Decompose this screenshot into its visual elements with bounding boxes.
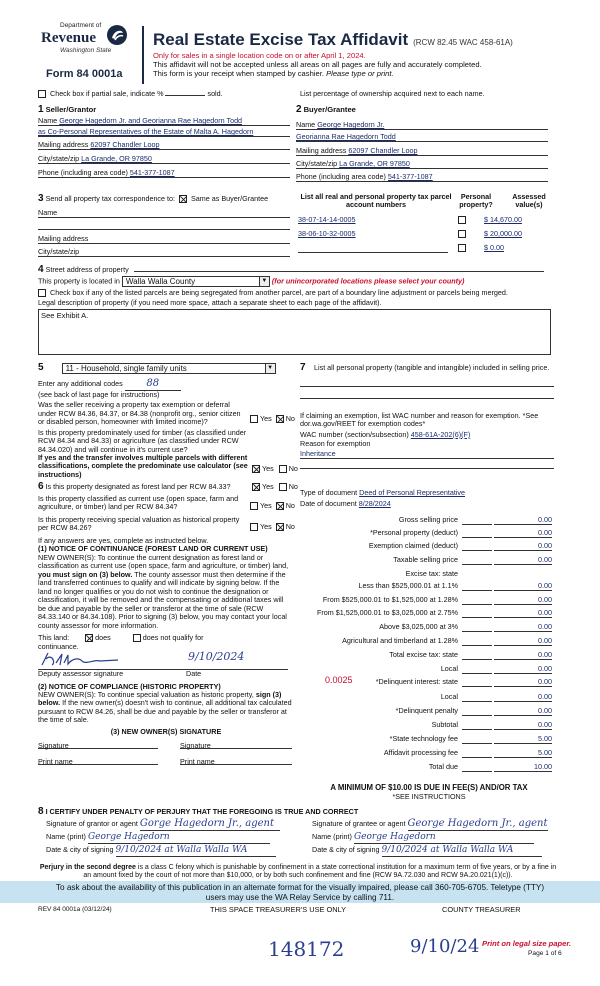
personal-property-label: List all personal property (tangible and intangible) included in selling price.: [314, 363, 550, 372]
compliance-notice-c: If the new owner(s) doesn't wish to continue, all additional tax calculated pursuant to RCW 84.26, shall be due and payable by the seller or transferor at the time of sale.: [38, 698, 292, 725]
segregated-label: Check box if any of the listed parcels are being segregated from another parcel, are part of a boundary line adjustment or parcels being merged.: [50, 288, 508, 297]
wac-field[interactable]: 458-61A-202(6)(F): [410, 429, 471, 439]
reason-field-2[interactable]: [300, 459, 554, 469]
partial-sale-row: [38, 90, 296, 98]
calc-row: [300, 516, 558, 528]
calc-leader: [462, 686, 492, 687]
calc-label: Subtotal: [431, 720, 458, 729]
yes-label: Yes: [260, 414, 272, 424]
tax-calculation: [300, 516, 558, 786]
buyer-city-label: City/state/zip: [296, 159, 338, 168]
notice-line-3: [153, 70, 394, 79]
section3: [38, 193, 290, 263]
signature-label: Signature: [180, 741, 211, 751]
seller-mail[interactable]: 62097 Chandler Loop: [90, 140, 160, 149]
section7-num: 7: [300, 362, 306, 373]
calc-label: Total excise tax: state: [389, 650, 458, 659]
legal-size-note: Print on legal size paper.: [482, 939, 572, 948]
calc-row: [300, 749, 558, 761]
seller-phone[interactable]: 541-377-1087: [129, 168, 175, 177]
historic-no-checkbox[interactable]: [276, 523, 284, 531]
title-text: Real Estate Excise Tax Affidavit: [153, 30, 409, 49]
buyer-phone[interactable]: 541-377-1087: [387, 172, 433, 181]
dor-logo: [38, 22, 130, 72]
chevron-down-icon: ▼: [259, 277, 269, 286]
calc-leader: [462, 729, 492, 730]
chevron-down-icon: ▼: [265, 364, 275, 373]
calc-row: [300, 582, 558, 594]
yes-label: Yes: [262, 463, 274, 473]
continuance-notice-b: you must sign on (3) below.: [38, 569, 133, 579]
reason-field[interactable]: Inheritance: [300, 450, 554, 459]
parcel-row: [296, 216, 558, 227]
land-use-code-select[interactable]: [62, 363, 276, 374]
compliance-notice-title: (2) NOTICE OF COMPLIANCE (HISTORIC PROPERTY): [38, 681, 221, 691]
parcel-col-header-1: List all real and personal property tax parcel account numbers: [300, 192, 452, 210]
calc-row: [300, 651, 558, 663]
section4: [38, 264, 558, 355]
grantor-date-label: Date & city of signing: [46, 845, 114, 854]
section7: [300, 362, 558, 458]
assessed-value[interactable]: $ 20,000.00: [484, 229, 522, 238]
seller-name-2[interactable]: as Co-Personal Representatives of the Estate of Malta A. Hagedorn: [38, 127, 254, 136]
dept-of-text: Department of: [60, 22, 102, 29]
compliance-notice-a: NEW OWNER(S): To continue special valuation as historic property,: [38, 690, 254, 699]
calc-row: [300, 637, 558, 649]
does-not-qualify-checkbox[interactable]: [133, 634, 141, 642]
calc-value[interactable]: 0.00: [494, 651, 552, 660]
perjury-body: is a class C felony which is punishable by confinement in a state correctional institution for a maximum term of five years, or by a fine in an amount fixed by the court of not more than $10,000, or by both such confinement and fine (RCW 9A.72.030 and RCW 9A.20.021(1)(c)).: [83, 864, 557, 880]
street-address-field[interactable]: [134, 271, 544, 272]
calc-leader: [462, 590, 492, 591]
dor-swirl-icon: [106, 24, 128, 46]
buyer-name-1[interactable]: George Hagedorn Jr.: [317, 120, 385, 129]
form-number: Form 84 0001a: [46, 68, 123, 80]
no-label: No: [285, 521, 295, 531]
page-number: Page 1 of 6: [528, 950, 562, 957]
timber-question-note: If yes and the transfer involves multiple parcels with different classifications, complete the predominate use calculator (see instructions): [38, 452, 248, 479]
seller-name-label: Name: [38, 116, 58, 125]
section8: [38, 806, 558, 864]
grantee-signature[interactable]: George Hagedorn Jr., agent: [407, 818, 548, 829]
wac-label: WAC number (section/subsection): [300, 429, 409, 439]
calc-label: Total due: [428, 762, 458, 771]
revenue-wordmark: Revenue: [41, 30, 96, 46]
print-name-label: Print name: [38, 757, 73, 767]
section3-city-label: City/state/zip: [38, 247, 80, 256]
calc-label: Less than $525,000.01 at 1.1%: [358, 581, 458, 590]
notice-line-3b: Please type or print.: [326, 69, 394, 78]
parcel-col-header-3: Assessed value(s): [512, 192, 546, 210]
treasurer-use-label: THIS SPACE TREASURER'S USE ONLY: [210, 905, 347, 914]
calc-value[interactable]: 0.00: [494, 623, 552, 632]
alt-format-band: [0, 881, 600, 903]
continuance-notice-body: [38, 554, 292, 630]
continuance-notice-title: (1) NOTICE OF CONTINUANCE (FOREST LAND OR CURRENT USE): [38, 544, 268, 554]
calc-value[interactable]: 0.00: [494, 556, 552, 565]
calc-row: [300, 529, 558, 541]
partial-sale-checkbox[interactable]: [38, 90, 46, 98]
section6-num: 6: [38, 481, 44, 492]
deputy-assessor-signature[interactable]: [38, 651, 138, 669]
notice-line-1: Only for sales in a single location code on or after April 1, 2024.: [153, 51, 366, 60]
section5-num: 5: [38, 362, 44, 373]
located-in-label: This property is located in: [38, 276, 120, 286]
seller-name-1[interactable]: George Hagedorn Jr. and Georianna Rae Hagedorn Todd: [59, 116, 243, 125]
section6: [38, 481, 298, 772]
exemption-yes-checkbox[interactable]: [250, 415, 258, 423]
calc-row: [300, 609, 558, 621]
grantee-date-label: Date & city of signing: [312, 845, 380, 854]
seller-city-label: City/state/zip: [38, 154, 80, 163]
no-label: No: [285, 414, 295, 424]
personal-property-field-1[interactable]: [300, 386, 554, 387]
parcel-table: [296, 193, 558, 265]
calc-leader: [462, 645, 492, 646]
calc-row: [300, 596, 558, 608]
compliance-notice-b: sign (3) below.: [38, 690, 282, 708]
calc-label: Gross selling price: [398, 515, 458, 524]
continuance-label: continuance.: [38, 641, 79, 651]
seller-city[interactable]: La Grande, OR 97850: [81, 154, 152, 163]
calc-leader: [462, 537, 492, 538]
timber-question: Is this property predominately used for timber (as classified under RCW 84.34 and 84.33) or agriculture (as classified under RCW 84.34.020) and will continue in it's current use?: [38, 427, 247, 454]
compliance-notice-body: [38, 691, 292, 725]
yes-label: Yes: [260, 500, 272, 510]
buyer-section: [296, 100, 548, 190]
grantee-name-print[interactable]: George Hagedorn: [354, 832, 534, 844]
calc-label: *Personal property (deduct): [370, 528, 458, 537]
calc-label: Taxable selling price: [393, 555, 458, 564]
partial-sale-label: Check box if partial sale, indicate %: [50, 89, 164, 98]
doc-date-label: Date of document: [300, 499, 357, 509]
calc-leader: [462, 659, 492, 660]
forest-land-question: Is this property designated as forest land per RCW 84.33?: [45, 482, 231, 491]
calc-label: *State technology fee: [389, 734, 458, 743]
calc-value[interactable]: 0.00: [494, 721, 552, 730]
see-back-note: (see back of last page for instructions): [38, 389, 160, 399]
timber-yes-checkbox[interactable]: [252, 465, 260, 473]
section8-num: 8: [38, 806, 44, 817]
calc-label: Excise tax: state: [405, 569, 458, 578]
does-not-label: does not qualify for: [142, 633, 204, 643]
calc-value[interactable]: 0.00: [494, 707, 552, 716]
seller-phone-label: Phone (including area code): [38, 168, 128, 177]
current-use-question: Is this property classified as current use (open space, farm and agriculture, or timber) land per RCW 84.34?: [38, 493, 239, 512]
calc-leader: [462, 524, 492, 525]
historic-question: Is this property receiving special valuation as historical property per RCW 84.26?: [38, 514, 240, 533]
section3-name-label: Name: [38, 208, 58, 217]
continuance-notice-c: The county assessor must then determine if the land transferred continues to qualify and will indicate by signing below. If the land no longer qualifies or you do not wish to continue the designation or classification, it will be removed and the compensating or additional taxes will be due and payable by the seller or transferor at the time of sale (RCW 84.33.140 or 84.34.108). Prior to signing (3) below, you may contact your local county assessor for more information.: [38, 569, 287, 630]
calc-leader: [462, 604, 492, 605]
historic-yes-checkbox[interactable]: [250, 523, 258, 531]
parcel-row: [296, 244, 558, 255]
county-treasurer-label: COUNTY TREASURER: [442, 905, 521, 914]
calc-value[interactable]: 0.00: [494, 693, 552, 702]
section4-num: 4: [38, 264, 44, 275]
deputy-signature-date[interactable]: 9/10/2024: [188, 650, 245, 664]
calc-leader: [462, 564, 492, 565]
calc-row: [300, 556, 558, 568]
buyer-num: 2: [296, 104, 302, 115]
perjury-title: Perjury in the second degree: [39, 864, 136, 871]
calc-leader: [462, 550, 492, 551]
personal-property-checkbox[interactable]: [458, 216, 466, 224]
calc-row: [300, 542, 558, 554]
county-select[interactable]: [122, 276, 270, 287]
personal-property-checkbox[interactable]: [458, 230, 466, 238]
grantor-sig-label: Signature of grantor or agent: [46, 819, 138, 828]
calc-leader: [462, 701, 492, 702]
receipt-number: 148172: [268, 937, 345, 961]
assessed-value[interactable]: $ 0.00: [484, 243, 504, 252]
notice-line-3a: This form is your receipt when stamped by cashier.: [153, 69, 324, 78]
calc-value[interactable]: 0.00: [494, 678, 552, 687]
legal-description-field[interactable]: [38, 309, 551, 355]
parcel-col-header-2: Personal property?: [459, 192, 493, 210]
land-use-code-value: 11 - Household, single family units: [65, 363, 187, 373]
partial-sale-pct-field[interactable]: [165, 95, 205, 96]
deputy-date-label: Date: [186, 669, 202, 679]
rcw-text: (RCW 82.45 WAC 458-61A): [413, 38, 513, 47]
calc-leader: [462, 715, 492, 716]
notice-line-2: This affidavit will not be accepted unless all areas on all pages are fully and accurately completed.: [153, 60, 482, 69]
does-qualify-checkbox[interactable]: [85, 634, 93, 642]
exemption-question: Was the seller receiving a property tax exemption or deferral under RCW 84.36, 84.37, or 84.38 (nonprofit org., senior citizen or disabled person, homeowner with limited income)?: [38, 400, 241, 427]
section3-mail-label: Mailing address: [38, 234, 89, 243]
street-address-label: Street address of property: [45, 265, 129, 274]
seller-section: [38, 100, 290, 190]
calc-value[interactable]: 0.00: [494, 637, 552, 646]
reason-label: Reason for exemption: [300, 439, 371, 449]
calc-leader: [462, 757, 492, 758]
calc-value[interactable]: 10.00: [494, 763, 552, 772]
section3-num: 3: [38, 193, 44, 204]
calc-value[interactable]: 0.00: [494, 582, 552, 591]
calc-value[interactable]: 0.00: [494, 665, 552, 674]
seller-num: 1: [38, 104, 44, 115]
calc-row: [300, 763, 558, 775]
calc-leader: [462, 673, 492, 674]
legal-description-value: See Exhibit A.: [41, 310, 89, 320]
this-land-label: This land:: [38, 633, 70, 643]
same-as-buyer-label: Same as Buyer/Grantee: [191, 194, 269, 203]
personal-property-checkbox[interactable]: [458, 244, 466, 252]
exemption-instruction-2: *See dor.wa.gov/REET for exemption codes*: [300, 411, 539, 429]
buyer-mail-label: Mailing address: [296, 146, 347, 155]
buyer-name-2[interactable]: Georianna Rae Hagedorn Todd: [296, 132, 396, 141]
calc-row: [300, 735, 558, 747]
alt-format-text: To ask about the availability of this publication in an alternate format for the visually impaired, please call 360-705-6705. Teletype (TTY) users may use the WA Relay Service by calling 711.: [55, 883, 545, 902]
header-divider: [142, 26, 144, 84]
buyer-name-label: Name: [296, 120, 316, 129]
calc-label: Exemption claimed (deduct): [368, 541, 458, 550]
timber-no-checkbox[interactable]: [279, 465, 287, 473]
grantee-sig-label: Signature of grantee or agent: [312, 819, 406, 828]
grantor-name-label: Name (print): [46, 832, 86, 841]
calc-value[interactable]: 0.00: [494, 516, 552, 525]
wa-state-text: Washington State: [60, 47, 112, 54]
calc-row: [300, 623, 558, 635]
calc-row: [300, 707, 558, 719]
grantor-signature[interactable]: Gorge Hagedorn Jr., agent: [140, 818, 280, 831]
calc-label: Local: [440, 692, 458, 701]
calc-value[interactable]: 5.00: [494, 735, 552, 744]
form-title: [153, 30, 573, 50]
calc-label: *Delinquent penalty: [395, 706, 458, 715]
rev-number: REV 84 0001a (03/12/24): [38, 906, 112, 913]
signature-label: Signature: [38, 741, 69, 751]
document-info: [300, 489, 558, 509]
calc-label: Agricultural and timberland at 1.28%: [342, 636, 458, 645]
continuance-notice-a: NEW OWNER(S): To continue the current designation as forest land or classification as current use (open space, farm and agriculture, or timber) land,: [38, 552, 289, 571]
grantee-date-city[interactable]: 9/10/2024 at Walla Walla WA: [382, 845, 542, 857]
parcel-row: [296, 230, 558, 241]
no-label: No: [288, 482, 298, 491]
calc-row: [300, 721, 558, 733]
forest-yes-checkbox[interactable]: [252, 483, 260, 491]
receipt-date: 9/10/24: [410, 936, 480, 957]
additional-codes-field[interactable]: 88: [125, 378, 181, 391]
parcel-number[interactable]: 38-06-10-32-0005: [298, 229, 356, 238]
local-rate: 0.0025: [325, 675, 353, 685]
grantor-name-print[interactable]: George Hagedorn: [88, 832, 270, 844]
does-label: does: [95, 633, 111, 643]
unincorporated-note: (for unincorporated locations please select your county): [271, 276, 465, 286]
list-pct-note: List percentage of ownership acquired next to each name.: [300, 89, 485, 98]
print-name-label: Print name: [180, 757, 215, 767]
grantee-name-label: Name (print): [312, 832, 352, 841]
yes-label: Yes: [262, 482, 274, 491]
no-label: No: [285, 500, 295, 510]
calc-label: Above $3,025,000 at 3%: [379, 622, 458, 631]
see-instructions: *SEE INSTRUCTIONS: [392, 792, 466, 801]
no-label: No: [288, 463, 298, 473]
calc-label: *Delinquent interest: state: [375, 677, 458, 686]
new-owner-sig-title: (3) NEW OWNER(S) SIGNATURE: [110, 726, 222, 736]
assessed-value[interactable]: $ 14,670.00: [484, 215, 522, 224]
legal-description-label: Legal description of property (if you need more space, attach a separate sheet to each page of the affidavit).: [38, 298, 382, 308]
forest-no-checkbox[interactable]: [279, 483, 287, 491]
calc-leader: [462, 617, 492, 618]
calc-label: Affidavit processing fee: [383, 748, 458, 757]
calc-label: Local: [440, 664, 458, 673]
calc-value[interactable]: 0.00: [494, 542, 552, 551]
yes-label: Yes: [260, 521, 272, 531]
buyer-heading: Buyer/Grantee: [303, 105, 356, 114]
calc-value[interactable]: 0.00: [494, 596, 552, 605]
deputy-sig-label: Deputy assessor signature: [38, 669, 124, 679]
calc-leader: [462, 771, 492, 772]
current-use-yes-checkbox[interactable]: [250, 502, 258, 510]
doc-type-label: Type of document: [300, 488, 358, 497]
sold-label: sold.: [207, 89, 223, 98]
grantor-date-city[interactable]: 9/10/2024 at Walla Walla WA: [116, 845, 276, 857]
minimum-notice: A MINIMUM OF $10.00 IS DUE IN FEE(S) AND/OR TAX: [330, 783, 528, 792]
calc-row: [300, 693, 558, 705]
parcel-number[interactable]: [298, 244, 448, 253]
calc-leader: [462, 743, 492, 744]
same-as-buyer-checkbox[interactable]: [179, 195, 187, 203]
current-use-no-checkbox[interactable]: [276, 502, 284, 510]
additional-codes-label: Enter any additional codes: [38, 378, 123, 388]
exemption-instruction: [300, 412, 554, 429]
calc-leader: [462, 631, 492, 632]
buyer-city[interactable]: La Grande, OR 97850: [339, 159, 410, 168]
seller-mail-label: Mailing address: [38, 140, 89, 149]
buyer-mail[interactable]: 62097 Chandler Loop: [348, 146, 418, 155]
calc-value[interactable]: 0.00: [494, 529, 552, 538]
perjury-notice: [38, 864, 558, 881]
parcel-number[interactable]: 38-07-14-14-0005: [298, 215, 356, 224]
calc-label: From $525,000.01 to $1,525,000 at 1.28%: [322, 595, 458, 604]
exemption-instruction-1: If claiming an exemption, list WAC number and reason for exemption.: [300, 411, 521, 420]
calc-value[interactable]: 0.00: [494, 609, 552, 618]
buyer-phone-label: Phone (including area code): [296, 172, 386, 181]
calc-value[interactable]: 5.00: [494, 749, 552, 758]
section5: [38, 362, 298, 479]
section3-text: Send all property tax correspondence to:: [45, 194, 176, 203]
if-any-yes-note: If any answers are yes, complete as instructed below.: [38, 535, 209, 545]
exemption-no-checkbox[interactable]: [276, 415, 284, 423]
seller-heading: Seller/Grantor: [45, 105, 97, 114]
doc-type-field[interactable]: Deed of Personal Representative: [359, 488, 466, 497]
certify-text: I CERTIFY UNDER PENALTY OF PERJURY THAT THE FOREGOING IS TRUE AND CORRECT: [45, 807, 359, 816]
personal-property-field-2[interactable]: [300, 398, 554, 399]
county-select-value: Walla Walla County: [125, 277, 196, 286]
segregated-checkbox[interactable]: [38, 289, 46, 297]
doc-date-field[interactable]: 8/28/2024: [358, 499, 391, 509]
calc-label: From $1,525,000.01 to $3,025,000 at 2.75%: [316, 608, 458, 617]
